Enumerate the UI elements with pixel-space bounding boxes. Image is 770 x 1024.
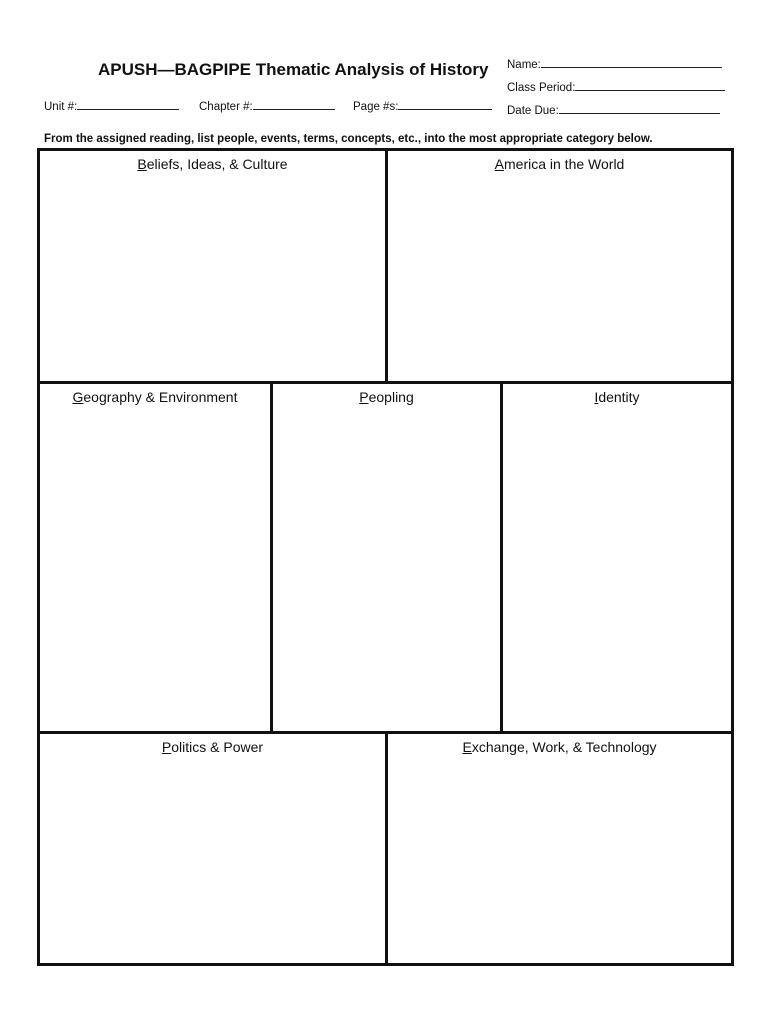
unit-label: Unit #: — [44, 101, 78, 113]
exchange-work-technology-heading: Exchange, Work, & Technology — [462, 739, 657, 755]
peopling-heading: Peopling — [359, 389, 414, 405]
peopling-box[interactable] — [273, 384, 500, 731]
date-due-blank[interactable] — [559, 102, 720, 114]
worksheet-title: APUSH—BAGPIPE Thematic Analysis of History — [98, 60, 489, 79]
identity-heading: Identity — [594, 389, 640, 405]
identity-box[interactable] — [503, 384, 731, 731]
beliefs-ideas-culture-heading: Beliefs, Ideas, & Culture — [137, 156, 288, 172]
bagpipe-grid — [37, 148, 734, 966]
page-field[interactable] — [353, 98, 492, 113]
unit-field[interactable] — [44, 98, 179, 113]
chapter-label: Chapter #: — [199, 101, 253, 113]
name-field[interactable] — [507, 56, 722, 71]
chapter-blank[interactable] — [253, 98, 335, 110]
class-period-field[interactable] — [507, 79, 725, 94]
exchange-work-technology-box[interactable] — [388, 734, 731, 963]
class-period-blank[interactable] — [575, 79, 725, 91]
politics-power-heading: Politics & Power — [161, 739, 264, 755]
america-in-the-world-box[interactable] — [388, 151, 731, 381]
politics-power-box[interactable] — [40, 734, 385, 963]
name-label: Name: — [507, 59, 541, 71]
geography-environment-box[interactable] — [40, 384, 270, 731]
date-due-label: Date Due: — [507, 105, 559, 117]
america-in-the-world-heading: America in the World — [494, 156, 625, 172]
page-label: Page #s: — [353, 101, 399, 113]
date-due-field[interactable] — [507, 102, 720, 117]
instructions-text: From the assigned reading, list people, events, terms, concepts, etc., into the most appropriate category below. — [44, 133, 653, 145]
page-blank[interactable] — [398, 98, 492, 110]
geography-environment-heading: Geography & Environment — [72, 389, 238, 405]
beliefs-ideas-culture-box[interactable] — [40, 151, 385, 381]
unit-blank[interactable] — [77, 98, 179, 110]
chapter-field[interactable] — [199, 98, 335, 113]
name-blank[interactable] — [541, 56, 722, 68]
class-period-label: Class Period: — [507, 82, 576, 94]
